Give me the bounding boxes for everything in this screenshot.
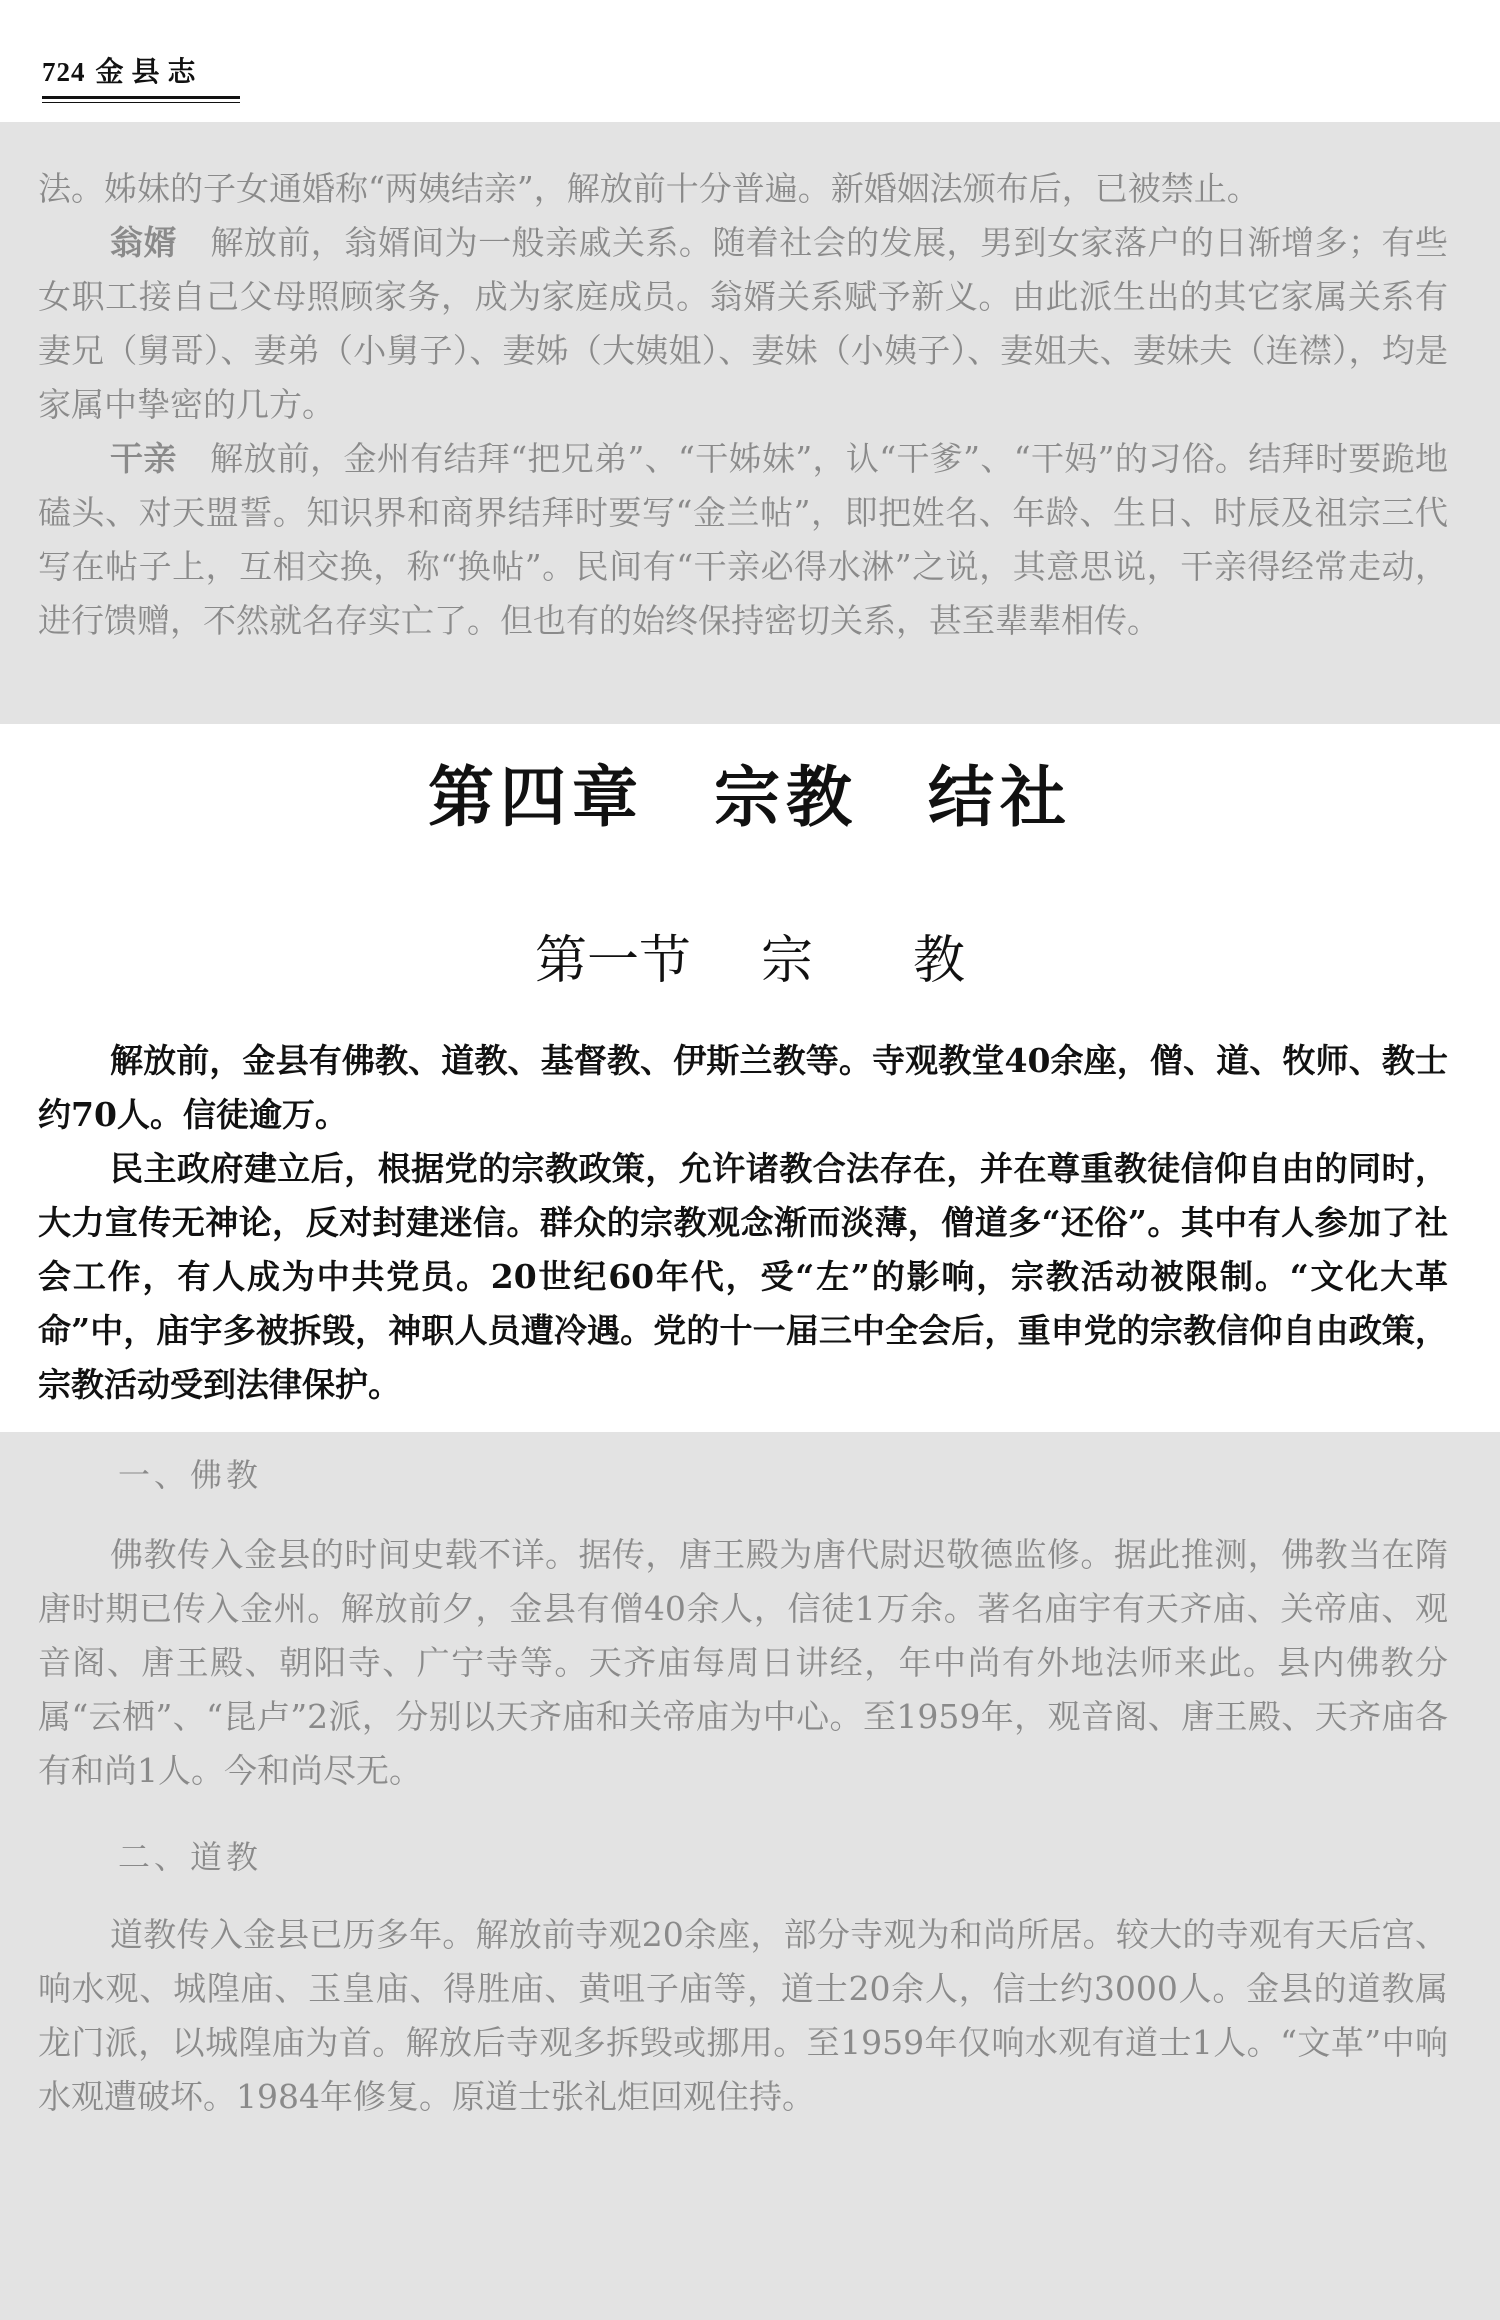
book-title: 金县志 xyxy=(95,55,204,88)
paragraph-wengxu xyxy=(38,216,1448,432)
term-wengxu: 翁婿 xyxy=(110,223,177,262)
intro-paragraph-2: 民主政府建立后，根据党的宗教政策，允许诸教合法存在，并在尊重教徒信仰自由的同时，大力宣传无神论，反对封建迷信。群众的宗教观念渐而淡薄，僧道多“还俗”。其中有人参加了社会工作，有人成为中共党员。20世纪60年代，受“左”的影响，宗教活动被限制。“文化大革命”中，庙宇多被拆毁，神职人员遭冷遇。党的十一届三中全会后，重申党的宗教信仰自由政策，宗教活动受到法律保护。 xyxy=(38,1149,1448,1404)
running-header xyxy=(42,50,242,102)
subheading-buddhism: 一、佛教 xyxy=(118,1456,263,1494)
paragraph-ganqin-text: 解放前，金州有结拜“把兄弟”、“干姊妹”，认“干爹”、“干妈”的习俗。结拜时要跪地磕头、对天盟誓。知识界和商界结拜时要写“金兰帖”，即把姓名、年龄、生日、时辰及祖宗三代写在帖子上，互相交换，称“换帖”。民间有“干亲必得水淋”之说，其意思说，干亲得经常走动，进行馈赠，不然就名存实亡了。但也有的始终保持密切关系，甚至辈辈相传。 xyxy=(38,439,1449,640)
header-rule xyxy=(42,96,240,99)
chapter-number: 第四章 xyxy=(428,758,644,836)
paragraph-buddhism: 佛教传入金县的时间史载不详。据传，唐王殿为唐代尉迟敬德监修。据此推测，佛教当在隋唐时期已传入金州。解放前夕，金县有僧40余人，信徒1万余。著名庙宇有天齐庙、关帝庙、观音阁、唐王殿、朝阳寺、广宁寺等。天齐庙每周日讲经，年中尚有外地法师来此。县内佛教分属“云栖”、“昆卢”2派，分别以天齐庙和关帝庙为中心。至1959年，观音阁、唐王殿、天齐庙各有和尚1人。今和尚尽无。 xyxy=(38,1535,1448,1790)
section-title xyxy=(0,918,1500,993)
subheading-taoism: 二、道教 xyxy=(118,1838,263,1876)
paragraph-taoism: 道教传入金县已历多年。解放前寺观20余座，部分寺观为和尚所居。较大的寺观有天后宫、响水观、城隍庙、玉皇庙、得胜庙、黄咀子庙等，道士20余人，信士约3000人。金县的道教属龙门派，以城隍庙为首。解放后寺观多拆毁或挪用。至1959年仅响水观有道士1人。“文革”中响水观遭破坏。1984年修复。原道士张礼炬回观住持。 xyxy=(38,1915,1448,2116)
section-title-char2: 教 xyxy=(913,931,966,991)
page-number: 724 xyxy=(42,57,86,87)
paragraph-ganqin xyxy=(38,432,1448,648)
paragraph-continued: 法。姊妹的子女通婚称“两姨结亲”，解放前十分普遍。新婚姻法颁布后，已被禁止。 xyxy=(38,169,1260,208)
chapter-title-part2: 结社 xyxy=(928,758,1072,836)
intro-paragraph-1: 解放前，金县有佛教、道教、基督教、伊斯兰教等。寺观教堂40余座，僧、道、牧师、教士约70人。信徒逾万。 xyxy=(38,1041,1448,1134)
term-ganqin: 干亲 xyxy=(110,439,177,478)
chapter-title-part1: 宗教 xyxy=(714,758,858,836)
paragraph-wengxu-text: 解放前，翁婿间为一般亲戚关系。随着社会的发展，男到女家落户的日渐增多；有些女职工接自己父母照顾家务，成为家庭成员。翁婿关系赋予新义。由此派生出的其它家属关系有妻兄（舅哥）、妻弟（小舅子）、妻姊（大姨姐）、妻妹（小姨子）、妻姐夫、妻妹夫（连襟），均是家属中挚密的几方。 xyxy=(38,223,1449,424)
section-title-char1: 宗 xyxy=(760,931,813,991)
section-number: 第一节 xyxy=(534,931,691,991)
header-rule-thin xyxy=(42,102,240,103)
chapter-title xyxy=(0,744,1500,839)
